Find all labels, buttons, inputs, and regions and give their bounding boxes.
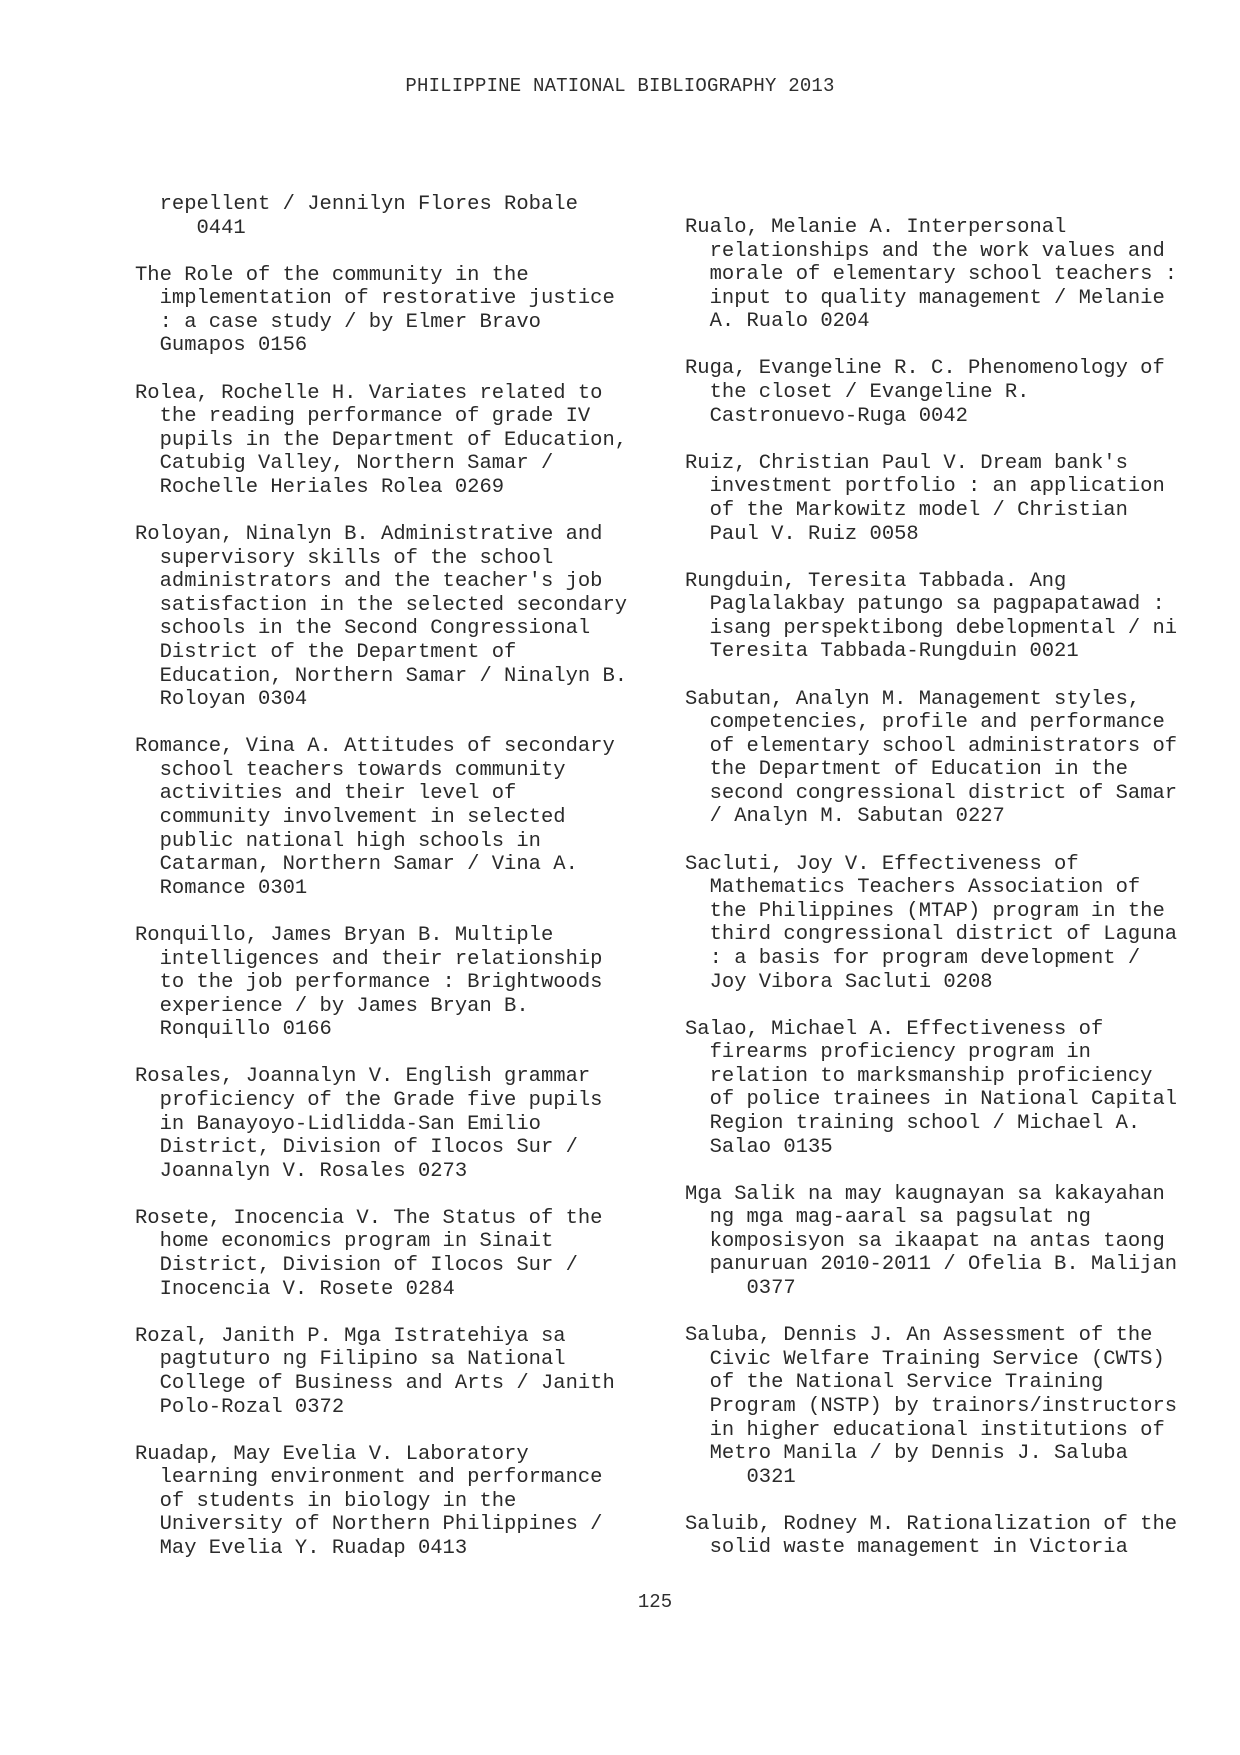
entry-line: in higher educational institutions of [685, 1418, 1165, 1442]
entry-line: The Role of the community in the [135, 263, 529, 287]
page-header: PHILIPPINE NATIONAL BIBLIOGRAPHY 2013 [405, 75, 835, 97]
entry-line: Program (NSTP) by trainors/instructors [685, 1394, 1178, 1418]
entry-line: pupils in the Department of Education, [135, 428, 628, 452]
bibliography-entry [685, 1513, 1225, 1560]
bibliography-entry [685, 216, 1225, 334]
entry-line: Metro Manila / by Dennis J. Saluba [685, 1442, 1128, 1466]
entry-line: firearms proficiency program in [685, 1041, 1091, 1065]
bibliography-entry [135, 735, 675, 900]
entry-line: Mathematics Teachers Association of [685, 876, 1141, 900]
bibliography-entry [685, 853, 1225, 995]
entry-line: komposisyon sa ikaapat na antas taong [685, 1229, 1165, 1253]
entry-line: 0321 [685, 1465, 796, 1489]
entry-line: Inocencia V. Rosete 0284 [135, 1277, 455, 1301]
entry-line: Salao 0135 [685, 1135, 833, 1159]
entry-line: Rozal, Janith P. Mga Istratehiya sa [135, 1324, 566, 1348]
bibliography-entry [135, 193, 675, 240]
entry-line: the Department of Education in the [685, 758, 1128, 782]
entry-line: in Banayoyo-Lidlidda-San Emilio [135, 1112, 541, 1136]
bibliography-entry [135, 1207, 675, 1301]
entry-line: / Analyn M. Sabutan 0227 [685, 805, 1005, 829]
entry-line: May Evelia Y. Ruadap 0413 [135, 1537, 468, 1560]
entry-line: Ronquillo 0166 [135, 1018, 332, 1042]
entry-line: District, Division of Ilocos Sur / [135, 1136, 578, 1160]
left-column [135, 193, 675, 1584]
entry-line: investment portfolio : an application [685, 475, 1165, 499]
entry-line: intelligences and their relationship [135, 947, 603, 971]
entry-line: repellent / Jennilyn Flores Robale [135, 193, 578, 216]
entry-line: supervisory skills of the school [135, 546, 554, 570]
entry-line: public national high schools in [135, 829, 541, 853]
entry-line: Catarman, Northern Samar / Vina A. [135, 853, 578, 877]
entry-line: District of the Department of [135, 641, 517, 664]
bibliography-entry [685, 570, 1225, 664]
entry-line: proficiency of the Grade five pupils [135, 1089, 603, 1112]
entry-line: Rosete, Inocencia V. The Status of the [135, 1206, 603, 1230]
entry-line: third congressional district of Laguna [685, 923, 1178, 947]
entry-line: solid waste management in Victoria [685, 1536, 1128, 1560]
page-number: 125 [637, 1591, 673, 1613]
entry-line: input to quality management / Melanie [685, 286, 1165, 310]
entry-line: 0441 [135, 216, 246, 240]
entry-line: Ronquillo, James Bryan B. Multiple [135, 923, 554, 947]
entry-line: activities and their level of [135, 782, 517, 806]
entry-line: ng mga mag-aaral sa pagsulat ng [685, 1206, 1091, 1230]
bibliography-entry [135, 924, 675, 1042]
entry-line: Mga Salik na may kaugnayan sa kakayahan [685, 1182, 1165, 1206]
entry-line: morale of elementary school teachers : [685, 263, 1178, 287]
entry-line: second congressional district of Samar [685, 781, 1178, 805]
bibliography-entry [685, 1324, 1225, 1489]
entry-line: competencies, profile and performance [685, 711, 1165, 735]
bibliography-entry [685, 452, 1225, 546]
entry-line: Saluib, Rodney M. Rationalization of the [685, 1512, 1178, 1536]
entry-line: learning environment and performance [135, 1466, 603, 1490]
bibliography-entry [685, 1018, 1225, 1160]
entry-line: Paul V. Ruiz 0058 [685, 522, 919, 546]
entry-line: Ruiz, Christian Paul V. Dream bank's [685, 451, 1128, 475]
entry-line: University of Northern Philippines / [135, 1513, 603, 1537]
entry-line: Education, Northern Samar / Ninalyn B. [135, 664, 628, 688]
entry-line: administrators and the teacher's job [135, 570, 603, 594]
entry-line: the closet / Evangeline R. [685, 381, 1030, 405]
entry-line: panuruan 2010-2011 / Ofelia B. Malijan [685, 1253, 1178, 1277]
entry-line: Teresita Tabbada-Rungduin 0021 [685, 640, 1079, 664]
entry-line: District, Division of Ilocos Sur / [135, 1254, 578, 1278]
entry-line: Sacluti, Joy V. Effectiveness of [685, 852, 1079, 876]
entry-line: school teachers towards community [135, 758, 566, 782]
bibliography-entry [685, 357, 1225, 428]
entry-line: of the Markowitz model / Christian [685, 498, 1128, 522]
entry-line: 0377 [685, 1277, 796, 1301]
entry-line: implementation of restorative justice [135, 287, 615, 311]
entry-line: schools in the Second Congressional [135, 617, 591, 641]
entry-line: isang perspektibong debelopmental / ni [685, 616, 1178, 640]
entry-line: : a case study / by Elmer Bravo [135, 310, 541, 334]
entry-line: Joy Vibora Sacluti 0208 [685, 970, 993, 994]
entry-line: of the National Service Training [685, 1371, 1104, 1395]
entry-line: Paglalakbay patungo sa pagpapatawad : [685, 593, 1165, 617]
entry-line: Sabutan, Analyn M. Management styles, [685, 687, 1141, 711]
bibliography-entry [135, 382, 675, 500]
entry-line: experience / by James Bryan B. [135, 994, 529, 1018]
entry-line: of students in biology in the [135, 1489, 517, 1513]
entry-line: Polo-Rozal 0372 [135, 1395, 345, 1419]
entry-line: community involvement in selected [135, 806, 566, 830]
entry-line: Gumapos 0156 [135, 334, 308, 358]
entry-line: Rochelle Heriales Rolea 0269 [135, 475, 505, 499]
entry-line: Roloyan 0304 [135, 688, 308, 712]
entry-line: Castronuevo-Ruga 0042 [685, 404, 968, 428]
bibliography-entry [685, 1183, 1225, 1301]
entry-line: Joannalyn V. Rosales 0273 [135, 1159, 468, 1183]
entry-line: Rualo, Melanie A. Interpersonal [685, 216, 1067, 239]
right-column [685, 216, 1225, 1584]
entry-line: relation to marksmanship proficiency [685, 1064, 1153, 1088]
entry-line: the reading performance of grade IV [135, 405, 591, 429]
entry-line: of police trainees in National Capital [685, 1088, 1178, 1112]
entry-line: relationships and the work values and [685, 239, 1165, 263]
bibliography-entry [685, 688, 1225, 830]
entry-line: Catubig Valley, Northern Samar / [135, 452, 554, 476]
entry-line: College of Business and Arts / Janith [135, 1371, 615, 1395]
entry-line: Region training school / Michael A. [685, 1112, 1141, 1135]
entry-line: the Philippines (MTAP) program in the [685, 899, 1165, 923]
entry-line: Romance, Vina A. Attitudes of secondary [135, 735, 615, 759]
entry-line: Rolea, Rochelle H. Variates related to [135, 381, 603, 405]
entry-line: Roloyan, Ninalyn B. Administrative and [135, 523, 603, 547]
entry-line: Salao, Michael A. Effectiveness of [685, 1017, 1104, 1041]
bibliography-entry [135, 1443, 675, 1561]
bibliography-entry [135, 1065, 675, 1183]
entry-line: to the job performance : Brightwoods [135, 971, 603, 995]
entry-line: Saluba, Dennis J. An Assessment of the [685, 1324, 1153, 1348]
bibliography-entry [135, 1325, 675, 1419]
entry-line: pagtuturo ng Filipino sa National [135, 1348, 566, 1372]
entry-line: Romance 0301 [135, 876, 308, 900]
entry-line: satisfaction in the selected secondary [135, 593, 628, 617]
entry-line: home economics program in Sinait [135, 1230, 554, 1254]
entry-line: Ruadap, May Evelia V. Laboratory [135, 1442, 529, 1466]
entry-line: A. Rualo 0204 [685, 310, 870, 334]
entry-line: of elementary school administrators of [685, 734, 1178, 758]
bibliography-entry [135, 264, 675, 358]
entry-line: Ruga, Evangeline R. C. Phenomenology of [685, 357, 1165, 381]
entry-line: : a basis for program development / [685, 946, 1141, 970]
entry-line: Civic Welfare Training Service (CWTS) [685, 1347, 1165, 1371]
entry-line: Rosales, Joannalyn V. English grammar [135, 1065, 591, 1089]
bibliography-entry [135, 523, 675, 712]
entry-line: Rungduin, Teresita Tabbada. Ang [685, 569, 1067, 593]
